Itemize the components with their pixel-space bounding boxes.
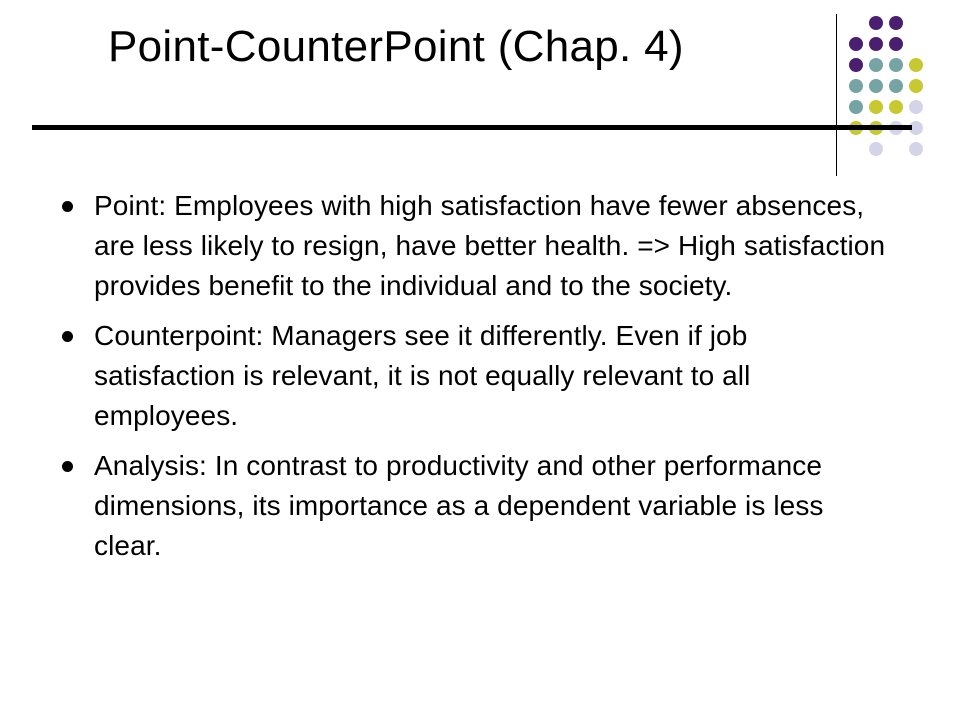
dot-purple — [889, 37, 903, 51]
bullet-text: Point: Employees with high satisfaction have fewer absences, are less likely to resign, have better health. => High satisfaction provides benefit to the individual and to the society. — [94, 190, 886, 301]
dot-teal — [849, 100, 863, 114]
bullet-item-analysis — [60, 446, 890, 566]
dot-teal — [869, 79, 883, 93]
bullet-text: Analysis: In contrast to productivity and other performance dimensions, its importance as a dependent variable is less clear. — [94, 450, 824, 561]
slide-title: Point-CounterPoint (Chap. 4) — [108, 22, 684, 71]
dot-teal — [889, 79, 903, 93]
bullet-text: Counterpoint: Managers see it differently. Even if job satisfaction is relevant, it is not equally relevant to all employees. — [94, 320, 751, 431]
dot-lavender — [909, 142, 923, 156]
dot-teal — [869, 58, 883, 72]
dot-olive — [889, 100, 903, 114]
dot-teal — [849, 79, 863, 93]
bullet-dot-icon — [62, 461, 73, 472]
dot-olive — [869, 100, 883, 114]
dot-purple — [849, 58, 863, 72]
bullet-dot-icon — [62, 201, 73, 212]
dot-lavender — [909, 100, 923, 114]
dot-olive — [909, 58, 923, 72]
bullet-item-point — [60, 186, 890, 306]
dot-lavender — [869, 142, 883, 156]
dot-purple — [869, 37, 883, 51]
dot-purple — [889, 16, 903, 30]
decorative-dot-grid — [845, 12, 955, 162]
bullet-item-counterpoint — [60, 316, 890, 436]
vertical-divider — [836, 14, 837, 176]
bullet-dot-icon — [62, 331, 73, 342]
dot-teal — [889, 58, 903, 72]
title-underline — [32, 125, 912, 130]
dot-purple — [869, 16, 883, 30]
dot-olive — [909, 79, 923, 93]
bullet-list — [60, 186, 890, 576]
dot-purple — [849, 37, 863, 51]
